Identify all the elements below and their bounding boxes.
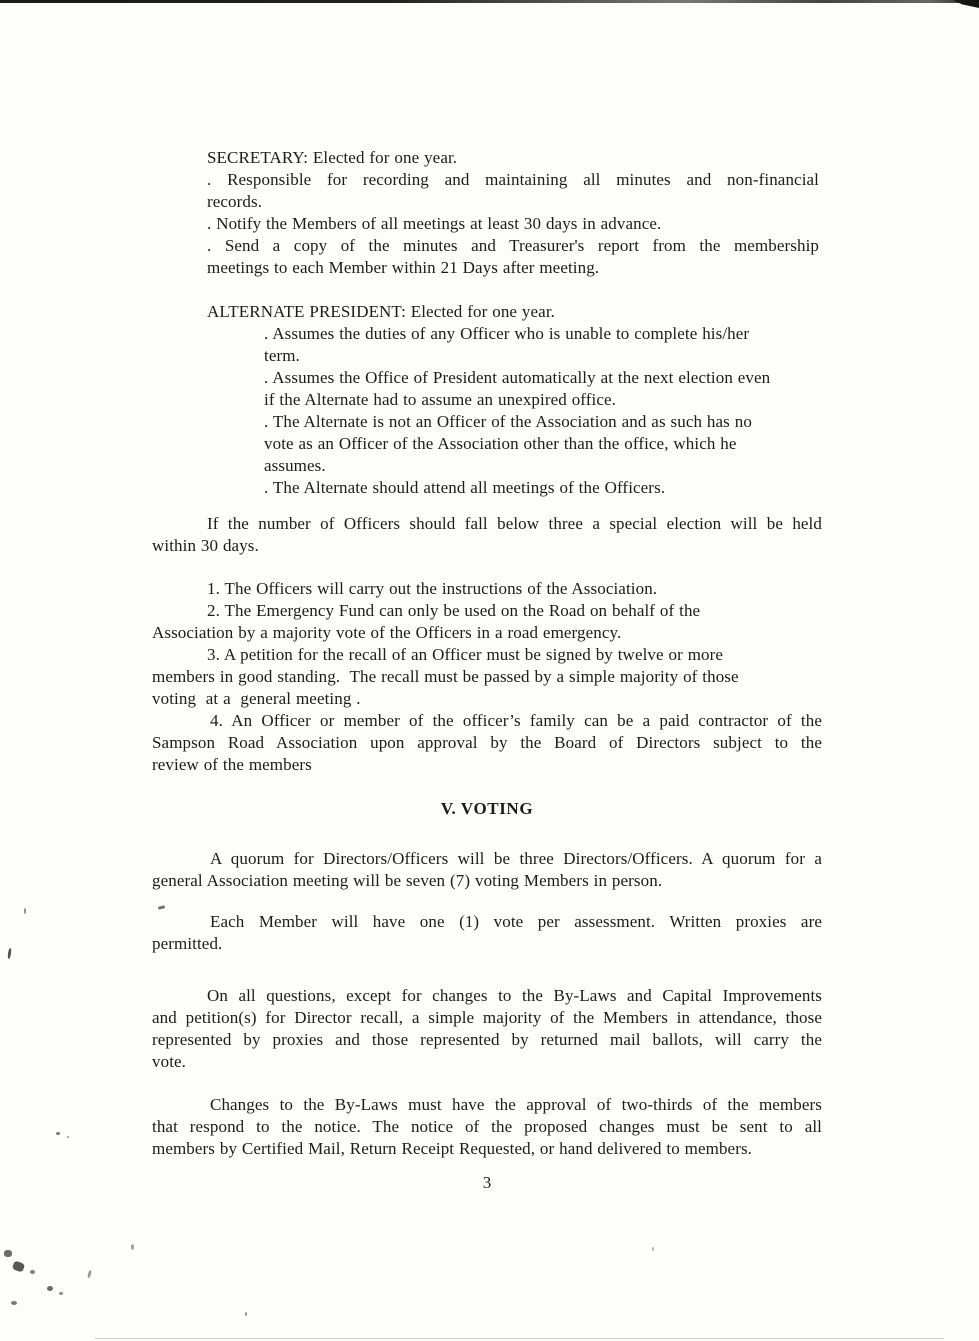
- scan-edge-bottom: [95, 1338, 944, 1339]
- scan-speckle: [7, 948, 12, 959]
- alternate-bullet: . The Alternate is not an Officer of the Association and as such has no: [264, 412, 752, 431]
- special-election-paragraph: [152, 513, 822, 557]
- alternate-bullet-cont: term.: [264, 346, 300, 365]
- scan-speckle: [652, 1247, 654, 1251]
- rule-2: 2. The Emergency Fund can only be used on the Road on behalf of the: [207, 601, 701, 620]
- alternate-bullet: . The Alternate should attend all meetings of the Officers.: [264, 478, 666, 497]
- rule-4-cont: review of the members: [152, 755, 312, 774]
- rule-1: 1. The Officers will carry out the instructions of the Association.: [207, 579, 658, 598]
- scan-speckle: [24, 908, 26, 914]
- scan-edge-top: [0, 0, 979, 3]
- secretary-bullet: . Send a copy of the minutes and Treasurer's report from the membership: [207, 236, 819, 255]
- paragraph-line: If the number of Officers should fall below three a special election will be held: [207, 514, 822, 533]
- rule-3-cont: voting at a general meeting .: [152, 689, 361, 708]
- scan-edge-top-right-corner: [953, 0, 979, 8]
- paragraph-line: and petition(s) for Director recall, a simple majority of the Members in attendance, those: [152, 1008, 822, 1027]
- paragraph-line: A quorum for Directors/Officers will be three Directors/Officers. A quorum for a: [210, 849, 822, 868]
- paragraph-line: Each Member will have one (1) vote per assessment. Written proxies are: [210, 912, 822, 931]
- bylaws-changes-paragraph: [152, 1094, 822, 1160]
- voting-section-heading: V. VOTING: [440, 799, 534, 818]
- paragraph-line: On all questions, except for changes to the By-Laws and Capital Improvements: [207, 986, 822, 1005]
- scan-speckle: [131, 1244, 134, 1250]
- paragraph-line: Changes to the By-Laws must have the approval of two-thirds of the members: [210, 1095, 822, 1114]
- rule-2-cont: Association by a majority vote of the Officers in a road emergency.: [152, 623, 622, 642]
- alternate-bullet-cont: assumes.: [264, 456, 326, 475]
- scan-speckle: [59, 1292, 63, 1295]
- secretary-section: [207, 147, 819, 279]
- paragraph-line: that respond to the notice. The notice of the proposed changes must be sent to all: [152, 1117, 822, 1136]
- paragraph-line: general Association meeting will be seven (7) voting Members in person.: [152, 871, 663, 890]
- scan-speckle: [87, 1270, 92, 1279]
- rule-3: 3. A petition for the recall of an Officer must be signed by twelve or more: [207, 645, 724, 664]
- scan-speckle: [11, 1301, 17, 1305]
- numbered-rules-section: [152, 578, 822, 776]
- alternate-bullet-cont: vote as an Officer of the Association other than the office, which he: [264, 434, 737, 453]
- alternate-president-section: [152, 301, 822, 499]
- secretary-title: SECRETARY: Elected for one year.: [207, 148, 458, 167]
- rule-4-cont: Sampson Road Association upon approval by the Board of Directors subject to the: [152, 733, 822, 752]
- paragraph-line: permitted.: [152, 934, 223, 953]
- proxies-paragraph: [152, 911, 822, 955]
- scan-speckle: [4, 1250, 12, 1257]
- rule-4: 4. An Officer or member of the officer’s family can be a paid contractor of the: [210, 711, 822, 730]
- scan-speckle: [67, 1136, 69, 1138]
- scan-speckle: [47, 1286, 53, 1291]
- paragraph-line: represented by proxies and those represented by returned mail ballots, will carry the: [152, 1030, 822, 1049]
- page-number: 3: [482, 1173, 492, 1192]
- quorum-paragraph: [152, 848, 822, 892]
- alternate-bullet: . Assumes the duties of any Officer who is unable to complete his/her: [264, 324, 750, 343]
- rule-3-cont: members in good standing. The recall must be passed by a simple majority of those: [152, 667, 739, 686]
- scan-speckle: [245, 1312, 247, 1316]
- secretary-bullet: . Responsible for recording and maintaining all minutes and non-financial: [207, 170, 819, 189]
- paragraph-line: within 30 days.: [152, 536, 259, 555]
- scan-speckle: [56, 1132, 60, 1135]
- alternate-bullet: . Assumes the Office of President automatically at the next election even: [264, 368, 771, 387]
- alternate-bullet-cont: if the Alternate had to assume an unexpired office.: [264, 390, 616, 409]
- paragraph-line: vote.: [152, 1052, 187, 1071]
- document-text-column: [152, 147, 822, 1194]
- secretary-bullet: . Notify the Members of all meetings at least 30 days in advance.: [207, 214, 662, 233]
- secretary-bullet-cont: records.: [207, 192, 263, 211]
- secretary-bullet-cont: meetings to each Member within 21 Days after meeting.: [207, 258, 600, 277]
- scan-speckle: [12, 1260, 25, 1272]
- scan-speckle: [30, 1270, 35, 1274]
- paragraph-line: members by Certified Mail, Return Receipt Requested, or hand delivered to members.: [152, 1139, 753, 1158]
- alternate-president-title: ALTERNATE PRESIDENT: Elected for one year.: [207, 302, 555, 321]
- majority-vote-paragraph: [152, 985, 822, 1073]
